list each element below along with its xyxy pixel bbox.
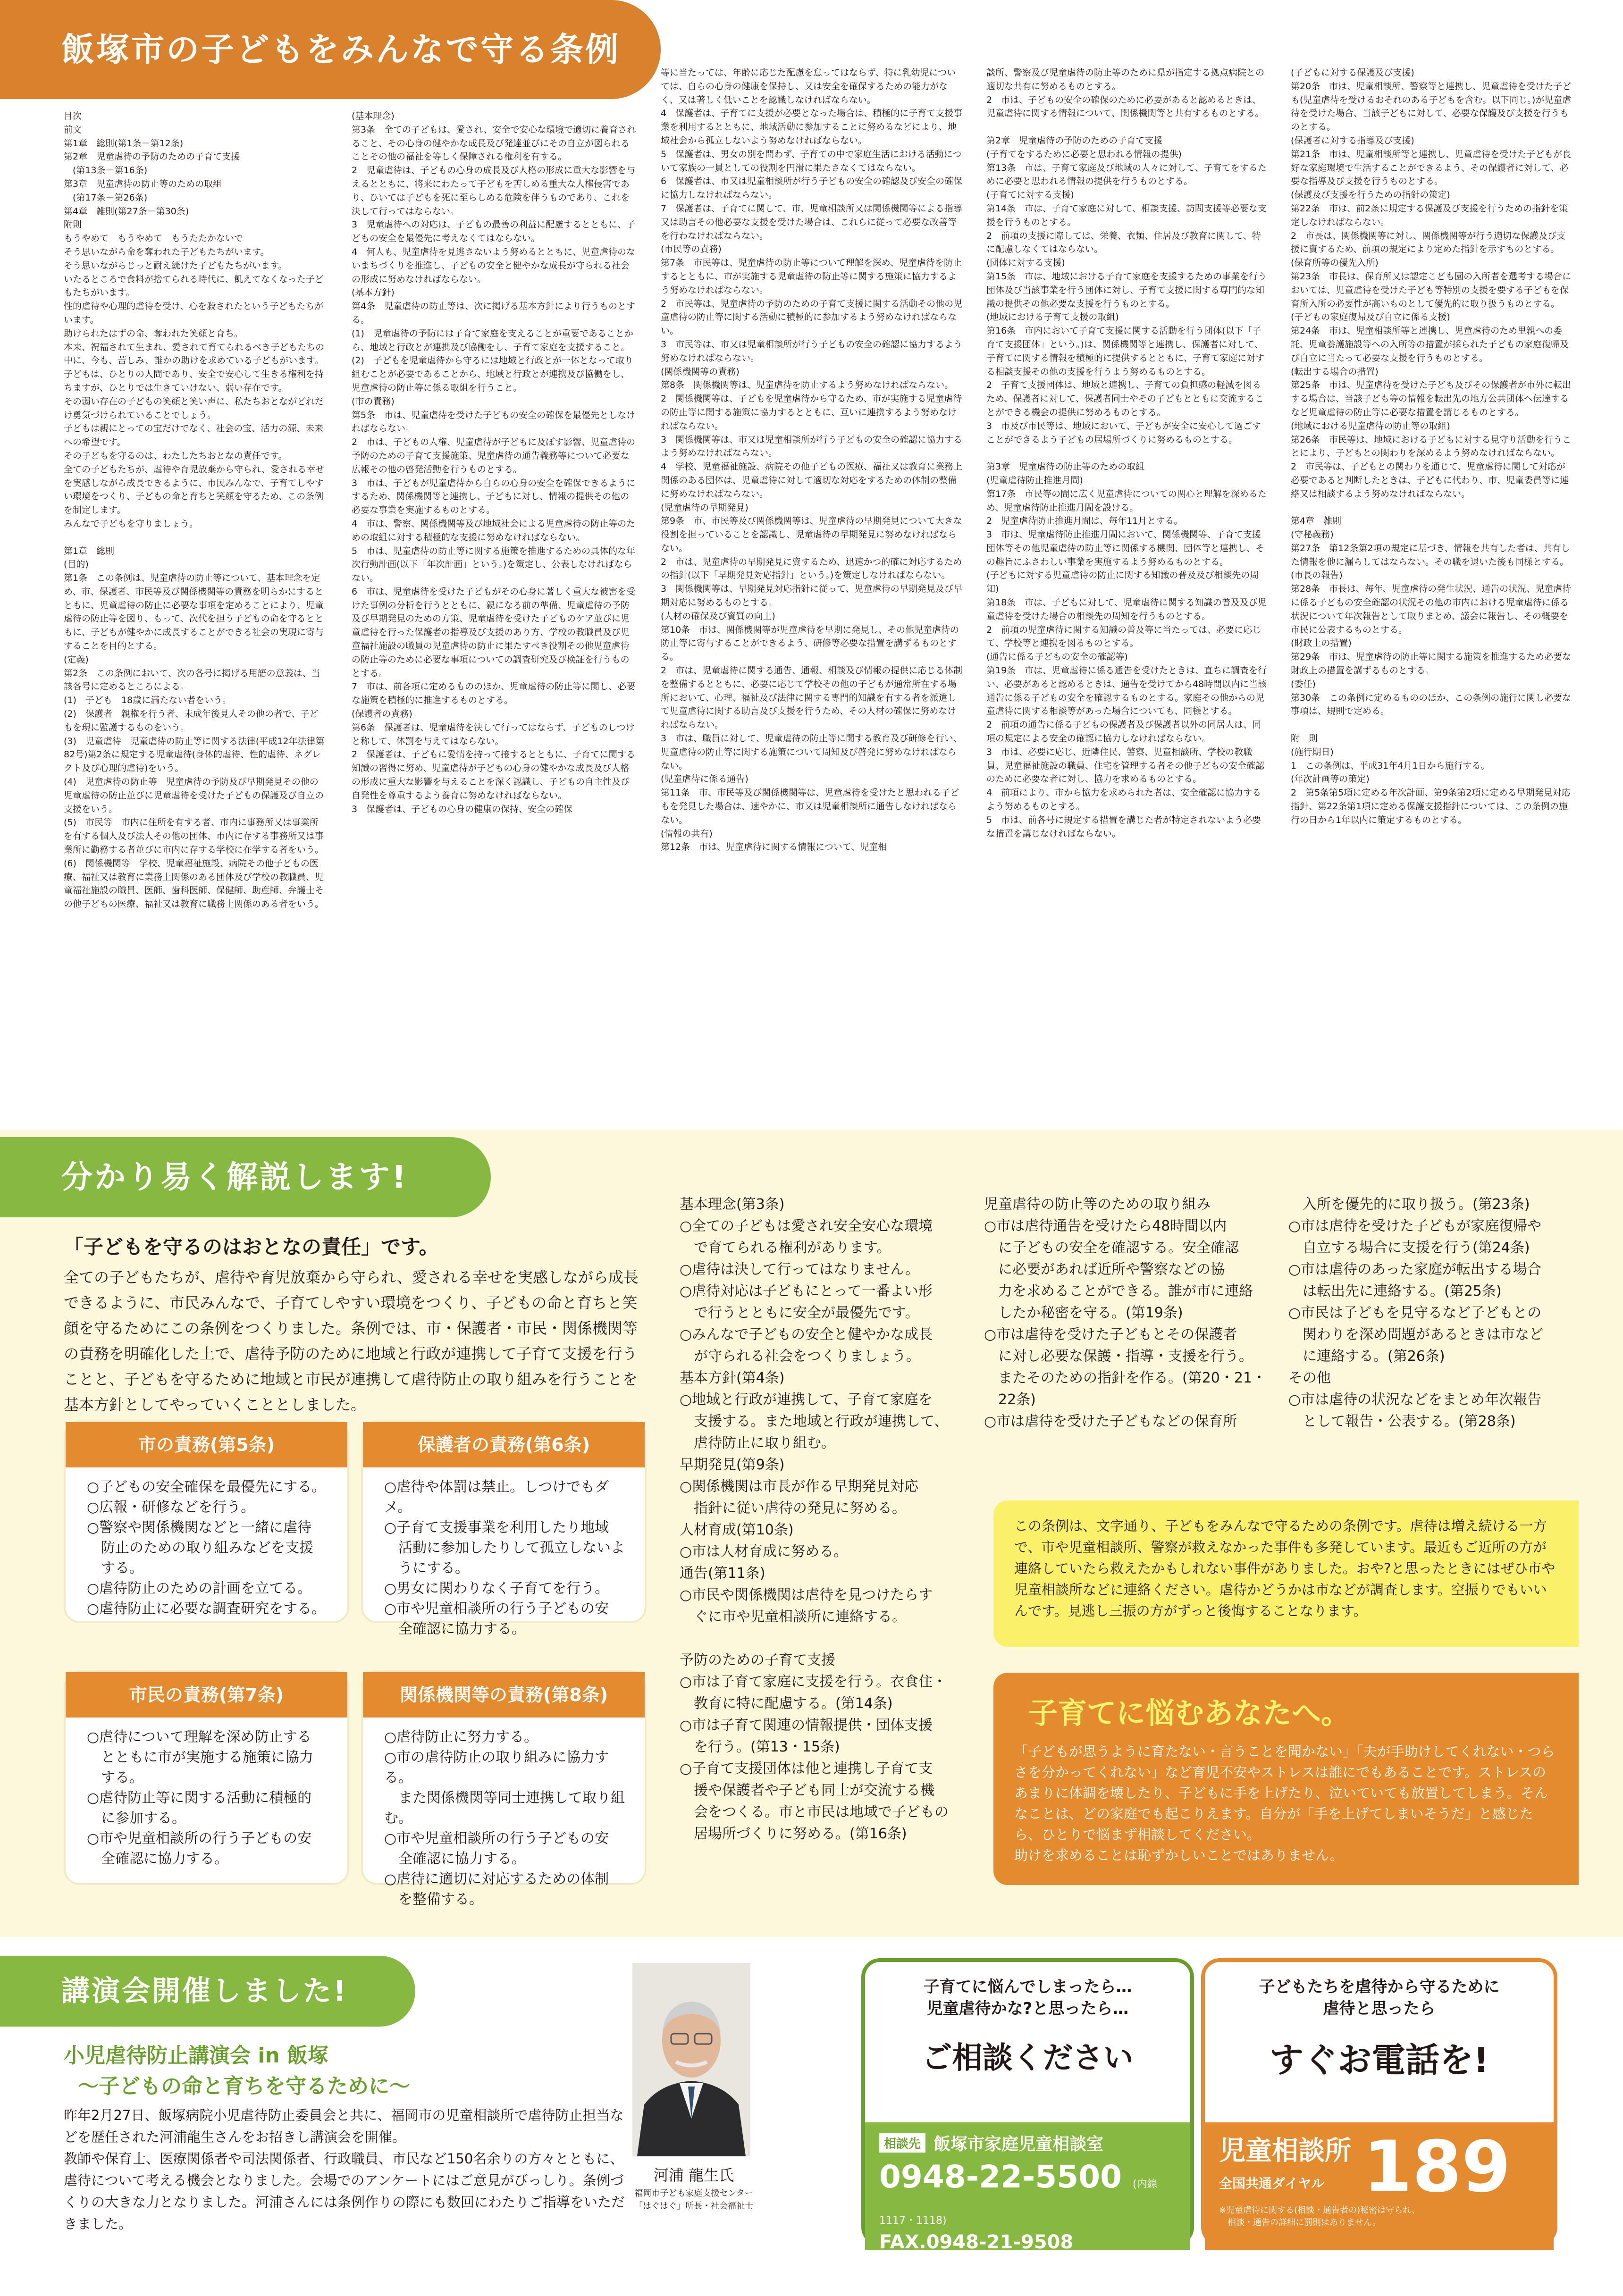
agency-duties-card [361,1670,647,1908]
worry-text: 「子どもが思うように育たない・言うことを聞かない」「夫が手助けしてくれない・つらさを分かってくれない」など育児不安やストレスは誰にでもあることです。ストレスのあまりに体調を壊したり、子どもに手を上げたり、泣いていても放置してしまう。そんなことは、どの家庭でも起こりえます。自分が「手を上げてしまいそうだ」と感じたら、ひとりで悩まず相談してください。 助けを求めることは恥ずかしいことではありません。 [1014,1743,1555,1863]
explanation-column-2: 児童虐待の防止等のための取り組み ○市は虐待通告を受けたら48時間以内 に子どもの安全を確認する。安全確認 に必要があれば近所や警察などの協 力を求めることができる。誰が市に連絡 したか秘密を守る。(第19条) ○市は虐待を受けた子どもとその保護者 に対し必要な保護・指導・支援を行う。 またそのための指針を作る。(第20・21・ 22条) ○市は虐待を受けた子どもなどの保育所 [984,1196,1267,1430]
hotline-name-block [1219,2137,1351,2198]
speaker-photo [632,1963,750,2156]
hotline-headline: すぐお電話を! [1270,2040,1489,2080]
hotline-line-1: 子どもたちを虐待から守るために [1259,1978,1500,1996]
lead-heading: 「子どもを守るのはおとなの責任」です。 [64,1235,439,1258]
ordinance-column-3: 等に当たっては、年齢に応じた配慮を怠ってはならず、特に乳幼児については、自らの心身の健康を保持し、又は安全を確保するための能力がなく、又は著しく低いことを認識しなければならない。 4 保護者は、子育てに支援が必要となった場合は、積極的に子育て支援事業を利用するとともに、地域活動に参加することに努めるなどにより、地域社会から孤立しないよう努めなければならない。 5 保護者は、男女の別を問わず、子育ての中で家庭生活における活動について家族の一員としての役割を円滑に果たさなくてはならない。 6 保護者は、市又は児童相談所が行う子どもの安全の確認及び安全の確保に協力しなければならない。 7 保護者は、子育てに関して、市、児童相談所又は関係機関等による指導又は助言その他必要な支援を受けた場合は、これらに従って必要な改善等を行わなければならない。 (市民等の責務) 第7条 市民等は、児童虐待の防止等について理解を深め、児童虐待を防止するとともに、市が実施する児童虐待の防止等に関する施策に協力するよう努めなければならない。 2 市民等は、児童虐待の予防のための子育て支援に関する活動その他の児童虐待の防止等に関する活動に積極的に参加するよう努めなければならない。 3 市民等は、市又は児童相談所が行う子どもの安全の確認に協力するよう努めなければならない。 (関係機関等の責務) 第8条 関係機関等は、児童虐待を防止するよう努めなければならない。 2 関係機関等は、子どもを児童虐待から守るため、市が実施する児童虐待の防止等に関する施策に協力するとともに、互いに連携するよう努めなければならない。 3 関係機関等は、市又は児童相談所が行う子どもの安全の確認に協力するよう努めなければならない。 4 学校、児童福祉施設、病院その他子どもの医療、福祉又は教育に業務上関係のある団体は、児童虐待に対して適切な対応をするための体制の整備に努めなければならない。 (児童虐待の早期発見) 第9条 市、市民等及び関係機関等は、児童虐待の早期発見について大きな役割を担っていることを認識し、児童虐待の早期発見に努めなければならない。 2 市は、児童虐待の早期発見に資するため、迅速かつ的確に対応するための指針(以下「早期発見対応指針」という。)を策定しなければならない。 3 関係機関等は、早期発見対応指針に従って、児童虐待の早期発見及び早期対応に努めるものとする。 (人材の確保及び資質の向上) 第10条 市は、関係機関等が児童虐待を早期に発見し、その他児童虐待の防止等に寄与することができるよう、研修等必要な措置を講ずるものとする。 2 市は、児童虐待に関する通告、通報、相談及び情報の提供に応じる体制を整備するとともに、必要に応じて学校その他の子どもが通常所在する場所において、心理、福祉及び法律に関する専門的知識を有する者を派遣して児童虐待に関する助言及び支援を行うため、その人材の確保に努めなければならない。 3 市は、職員に対して、児童虐待の防止等に関する教育及び研修を行い、児童虐待の防止等に関する施策について周知及び啓発に努めなければならない。 (児童虐待に係る通告) 第11条 市、市民等及び関係機関等は、児童虐待を受けたと思われる子どもを発見した場合は、速やかに、市又は児童相談所に通告しなければならない。 (情報の共有) 第12条 市は、児童虐待に関する情報について、児童相 [661,67,963,853]
citizen-duties-title: 市民の責務(第7条) [66,1672,347,1718]
lead-text: 全ての子どもたちが、虐待や育児放棄から守られ、愛される幸せを実感しながら成長できるように、市民みんなで、子育てしやすい環境をつくり、子どもの命と育ちと笑顔を守るためにこの条例をつくりました。条例では、市・保護者・市民・関係機関等の責務を明確化した上で、虐待予防のために地域と行政が連携して子育て支援を行うことと、子どもを守るために地域と市民が連携して虐待防止の取り組みを行うことを基本方針としてやっていくこととしました。 [64,1268,639,1414]
lecture-subtitle-2: ～子どもの命と育ちを守るために～ [78,2074,410,2098]
worry-heading: 子育てに悩むあなたへ。 [1028,1696,1351,1730]
city-duties-card [64,1420,349,1623]
guardian-duties-title: 保護者の責務(第6条) [363,1422,645,1467]
hotline-card [1201,1958,1557,2246]
lecture-subtitle: 小児虐待防止講演会 in 飯塚 [64,2044,329,2068]
explanation-column-3: 入所を優先的に取り扱う。(第23条) ○市は虐待を受けた子どもが家庭復帰や 自立する場合に支援を行う(第24条) ○市は虐待のあった家庭が転出する場合 は転出先に連絡する。(第25条) ○市民は子どもを見守るなど子どもとの 関わりを深め問題があるときは市など に連絡する。(第26条) その他 ○市は虐待の状況などをまとめ年次報告 として報告・公表する。(第28条) [1288,1196,1543,1430]
explanation-column-1: 基本理念(第3条) ○全ての子どもは愛され安全安心な環境 で育てられる権利があります。 ○虐待は決して行ってはなりません。 ○虐待対応は子どもにとって一番よい形 で行うとともに安全が最優先です。 ○みんなで子どもの安全と健やかな成長 が守られる社会をつくりましょう。 基本方針(第4条) ○地域と行政が連携して、子育て家庭を 支援する。また地域と行政が連携して、 虐待防止に取り組む。 早期発見(第9条) ○関係機関は市長が作る早期発見対応 指針に従い虐待の発見に努める。 人材育成(第10条) ○市は人材育成に努める。 通告(第11条) ○市民や関係機関は虐待を見つけたらす ぐに市や児童相談所に連絡する。 予防のための子育て支援 ○市は子育て家庭に支援を行う。衣食住・ 教育に特に配慮する。(第14条) ○市は子育て関連の情報提供・団体支援 を行う。(第13・15条) ○子育て支援団体は他と連携し子育て支 援や保護者や子ども同士が交流する機 会をつくる。市と市民は地域で子どもの 居場所づくりに努める。(第16条) [680,1196,949,1842]
ordinance-column-4: 談所、警察及び児童虐待の防止等のために県が指定する拠点病院との適切な共有に努めるものとする。 2 市は、子どもの安全の確保のために必要があると認めるときは、児童虐待に関する情報について、関係機関等と共有するものとする。 第2章 児童虐待の予防のための子育て支援 (子育てをするために必要と思われる情報の提供) 第13条 市は、子育て家庭及び地域の人々に対して、子育てをするために必要と思われる情報の提供を行うものとする。 (子育てに対する支援) 第14条 市は、子育て家庭に対して、相談支援、訪問支援等必要な支援を行うものとする。 2 前項の支援に際しては、栄養、衣類、住居及び教育に関して、特に配慮しなくてはならない。 (団体に対する支援) 第15条 市は、地域における子育て家庭を支援するための事業を行う団体及び当該事業を行う団体に対し、子育て支援に関する専門的な知識の提供その他必要な支援を行うものとする。 (地域における子育て支援の取組) 第16条 市内において子育て支援に関する活動を行う団体(以下「子育て支援団体」という。)は、関係機関等と連携し、保護者に対して、子育てに関する情報を積極的に提供するとともに、子育て家庭に対する相談支援その他の支援を行うよう努めるものとする。 2 子育て支援団体は、地域と連携し、子育ての負担感の軽減を図るため、保護者に対して、保護者同士やその子どもとともに交流することができる機会の提供に努めるものとする。 3 市及び市民等は、地域において、子どもが安全に安心して過ごすことができるよう子どもの居場所づくりに努めるものとする。 第3章 児童虐待の防止等のための取組 (児童虐待防止推進月間) 第17条 市民等の間に広く児童虐待についての関心と理解を深めるため、児童虐待防止推進月間を設ける。 2 児童虐待防止推進月間は、毎年11月とする。 3 市は、児童虐待防止推進月間において、関係機関等、子育て支援団体等その他児童虐待の防止等に関係する機関、団体等と連携し、その趣旨にふさわしい事業を実施するよう努めるものとする。 (子どもに対する児童虐待の防止に関する知識の普及及び相談先の周知) 第18条 市は、子どもに対して、児童虐待に関する知識の普及及び児童虐待を受けた場合の相談先の周知を行うものとする。 2 前項の児童虐待に関する知識の普及等に当たっては、必要に応じて、学校等と連携を図るものとする。 (通告に係る子どもの安全の確認等) 第19条 市は、児童虐待に係る通告を受けたときは、直ちに調査を行い、必要があると認めるときは、通告を受けてから48時間以内に当該通告に係る子どもの安全を確認するものとする。家庭その他からの児童虐待に関する相談等があった場合についても、同様とする。 2 前項の通告に係る子どもの保護者及び保護者以外の同居人は、同項の規定による安全の確認に協力しなければならない。 3 市は、必要に応じ、近隣住民、警察、児童相談所、学校の教職員、児童福祉施設の職員、住宅を管理する者その他子どもの安全確認のために必要な者に対し、協力を求めるものとする。 4 前項により、市から協力を求められた者は、安全確認に協力するよう努めるものとする。 5 市は、前各号に規定する措置を講じた者が特定されないよう必要な措置を講じなければならない。 [986,67,1267,839]
consultation-headline: ご相談ください [922,2041,1134,2076]
summary-box [993,1500,1579,1647]
lecture-body: 昨年2月27日、飯塚病院小児虐待防止委員会と共に、福岡市の児童相談所で虐待防止担当などを歴任された河浦龍生さんをお招きし講演会を開催。 教師や保育士、医療関係者や司法関係者、行政職員、市民など150名余りの方々とともに、虐待について考える機会となりました。会場でのアンケートにはご意見がびっしり。条例づくりの大きな力となりました。河浦さんには条例作りの際にも数回にわたりご指導をいただきました。 [64,2107,625,2232]
consultation-card [861,1958,1194,2253]
city-duties-title: 市の責務(第5条) [66,1422,347,1467]
consultation-extension: (内線1117・1118) [879,2179,1158,2227]
agency-duties-list: ○虐待防止に努力する。 ○市の虐待防止の取り組みに協力する。 また関係機関等同士連携して取り組む。 ○市や児童相談所の行う子どもの安 全確認に協力する。 ○虐待に適切に対応するための体制 を整備する。 [384,1729,625,1908]
guardian-duties-card [361,1420,647,1637]
speaker-portrait-image [632,1963,750,2156]
consultation-tag: 相談先 [879,2133,925,2153]
consultation-phone[interactable]: 0948-22-5500 [879,2159,1122,2195]
hotline-number[interactable]: 189 [1363,2126,1511,2208]
ordinance-column-1: 目次 前文 第1章 総則(第1条－第12条) 第2章 児童虐待の予防のための子育て支援 (第13条－第16条) 第3章 児童虐待の防止等のための取組 (第17条－第26条) 第4章 雑則(第27条－第30条) 附則 もうやめて もうやめて もうたたかないで そう思いながら命を奪われた子どもたちがいます。 そう思いながらじっと耐え続けた子どもたちがいます。 いたるところで食料が捨てられる時代に、飢えてなくなった子どもたちがいます。 性的虐待や心理的虐待を受け、心を殺されたという子どもたちがいます。 助けられたはずの命、奪われた笑顔と育ち。 本来、祝福されて生まれ、愛されて育てられるべき子どもたちの中に、今も、苦しみ、誰かの助けを求めている子どもがいます。 子どもは、ひとりの人間であり、安全で安心して生きる権利を持ちますが、ひとりでは生きていけない、弱い存在です。 その弱い存在の子どもの笑顔と笑い声に、私たちおとながどれだけ勇気づけられていることでしょう。 子どもは親にとっての宝だけでなく、社会の宝、活力の源、未来への希望です。 その子どもを守るのは、わたしたちおとなの責任です。 全ての子どもたちが、虐待や育児放棄から守られ、愛される幸せを実感しながら成長できるように、市民みんなで、子育てしやすい環境をつくり、子どもの命と育ちと笑顔を守るため、この条例を制定します。 みんなで子どもを守りましょう。 第1章 総則 (目的) 第1条 この条例は、児童虐待の防止等について、基本理念を定め、市、保護者、市民等及び関係機関等の責務を明らかにするとともに、児童虐待の防止に必要な事項を定めることにより、児童虐待の防止等を図り、もって、次代を担う子どもの命を守るとともに、子どもが健やかに成長することができる社会の実現に寄与することを目的とする。 (定義) 第2条 この条例において、次の各号に掲げる用語の意義は、当該各号に定めるところによる。 (1) 子ども 18歳に満たない者をいう。 (2) 保護者 親権を行う者、未成年後見人その他の者で、子どもを現に監護するものをいう。 (3) 児童虐待 児童虐待の防止等に関する法律(平成12年法律第82号)第2条に規定する児童虐待(身体的虐待、性的虐待、ネグレクト及び心理的虐待)をいう。 (4) 児童虐待の防止等 児童虐待の予防及び早期発見その他の児童虐待の防止並びに児童虐待を受けた子どもの保護及び自立の支援をいう。 (5) 市民等 市内に住所を有する者、市内に事務所又は事業所を有する個人及び法人その他の団体、市内に存する事務所又は事業所に勤務する者並びに市内に存する学校に在学する者をいう。 (6) 関係機関等 学校、児童福祉施設、病院その他子どもの医療、福祉又は教育に業務上関係のある団体及び学校の教職員、児童福祉施設の職員、医師、歯科医師、保健師、助産師、弁護士その他子どもの医療、福祉又は教育に職務上関係のある者をいう。 [64,111,325,910]
lecture-title: 講演会開催しました! [0,1956,415,2027]
consultation-line-2: 児童虐待かな?と思ったら… [926,1999,1129,2018]
consultation-org: 飯塚市家庭児童相談室 [933,2135,1104,2154]
consultation-fax: FAX.0948-21-9508 [879,2231,1074,2253]
ordinance-column-2: (基本理念) 第3条 全ての子どもは、愛され、安全で安心な環境で適切に養育されること、その心身の健やかな成長及び発達並びにその自立が図られることその他の福祉を等しく保障される権利を有する。 2 児童虐待は、子どもの心身の成長及び人格の形成に重大な影響を与えるとともに、将来にわたって子どもを苦しめる重大な人権侵害であり、ひいては子どもを死に至らしめる危険を伴うものであり、これを決して行ってはならない。 3 児童虐待への対応は、子どもの最善の利益に配慮するとともに、子どもの安全を最優先に考えなくてはならない。 4 何人も、児童虐待を見逃さないよう努めるとともに、児童虐待のないまちづくりを推進し、子どもの安全と健やかな成長が守られる社会の形成に努めなければならない。 (基本方針) 第4条 児童虐待の防止等は、次に掲げる基本方針により行うものとする。 (1) 児童虐待の予防には子育て家庭を支えることが重要であることから、地域と行政とが連携及び協働をし、子育て家庭を支援すること。 (2) 子どもを児童虐待から守るには地域と行政とが一体となって取り組むことが必要であることから、地域と行政とが連携及び協働をし、児童虐待の防止等に係る取組を行うこと。 (市の責務) 第5条 市は、児童虐待を受けた子どもの安全の確保を最優先としなければならない。 2 市は、子どもの人権、児童虐待が子どもに及ぼす影響、児童虐待の予防のための子育て支援施策、児童虐待の通告義務等について必要な広報その他の啓発活動を行うものとする。 3 市は、子どもが児童虐待から自らの心身の安全を確保できるようにするため、関係機関等と連携し、子どもに対し、情報の提供その他の必要な事業を実施するものとする。 4 市は、警察、関係機関等及び地域社会による児童虐待の防止等のための取組に対する積極的な支援に努めなければならない。 5 市は、児童虐待の防止等に関する施策を推進するための具体的な年次行動計画(以下「年次計画」という。)を策定し、公表しなければならない。 6 市は、児童虐待を受けた子どもがその心身に著しく重大な被害を受けた事例の分析を行うとともに、親になる前の準備、児童虐待の予防及び早期発見のための方策、児童虐待を受けた子どものケア並びに児童虐待を行った保護者の指導及び支援のあり方、学校の教職員及び児童福祉施設の職員の児童虐待の防止に果たすべき役割その他児童虐待の防止等のために必要な事項についての調査研究及び検証を行うものとする。 7 市は、前各項に定めるもののほか、児童虐待の防止等に関し、必要な施策を積極的に推進するものとする。 (保護者の責務) 第6条 保護者は、児童虐待を決して行ってはならず、子どものしつけと称して、体罰を与えてはならない。 2 保護者は、子どもに愛情を持って接するとともに、子育てに関する知識の習得に努め、児童虐待が子どもの心身の健やかな成長及び人格の形成に重大な影響を与えることを深く認識し、子どもの自主性及び自発性を尊重するよう養育に努めなければならない。 3 保護者は、子どもの心身の健康の保持、安全の確保 [352,111,636,814]
consultation-line-1: 子育てに悩んでしまったら… [923,1978,1132,1996]
speaker-name: 河浦 龍生氏 [653,2166,734,2184]
hotline-subtitle: 全国共通ダイヤル [1219,2175,1325,2191]
hotline-note: ※児童虐待に関する(相談・通告者の)秘密は守られ、 相談・通告の詳細に罰則はありません。 [1219,2205,1421,2228]
hotline-line-2: 虐待と思ったら [1323,1999,1436,2018]
ordinance-column-5: (子どもに対する保護及び支援) 第20条 市は、児童相談所、警察等と連携し、児童虐待を受けた子ども(児童虐待を受けるおそれのある子どもを含む。以下同じ。)が児童虐待を受けた場合、当該子どもに対して、必要な保護及び支援を行うものとする。 (保護者に対する指導及び支援) 第21条 市は、児童相談所等と連携し、児童虐待を受けた子どもが良好な家庭環境で生活することができるよう、その保護者に対して、必要な指導及び支援を行うものとする。 (保護及び支援を行うための指針の策定) 第22条 市は、前2条に規定する保護及び支援を行うための指針を策定しなければならない。 2 市長は、関係機関等に対し、関係機関等が行う適切な保護及び支援に資するため、前項の規定により定めた指針を示すものとする。 (保育所等の優先入所) 第23条 市長は、保育所又は認定こども園の入所者を選考する場合においては、児童虐待を受けた子ども等特別の支援を要する子どもを保育所入所の必要性が高いものとして優先的に取り扱うものとする。 (子どもの家庭復帰及び自立に係る支援) 第24条 市は、児童相談所等と連携し、児童虐待のため里親への委託、児童養護施設等への入所等の措置が採られた子どもの家庭復帰及び自立に当たって必要な支援を行うものとする。 (転出する場合の措置) 第25条 市は、児童虐待を受けた子ども及びその保護者が市外に転出する場合は、当該子ども等の情報を転出先の地方公共団体へ伝達するなど児童虐待の防止等に必要な措置を講じるものとする。 (地域における児童虐待の防止等の取組) 第26条 市民等は、地域における子どもに対する見守り活動を行うことにより、子どもとの関わりを深めるよう努めなければならない。 2 市民等は、子どもとの関わりを通じて、児童虐待に関して対応が必要であると判断したときは、子どもに代わり、市、児童委員等に連絡又は相談するよう努めなければならない。 第4章 雑則 (守秘義務) 第27条 第12条第2項の規定に基づき、情報を共有した者は、共有した情報を他に漏らしてはならない。その職を退いた後も同様とする。 (市長の報告) 第28条 市長は、毎年、児童虐待の発生状況、通告の状況、児童虐待に係る子どもの安全確認の状況その他の市内における児童虐待に係る状況について年次報告として取りまとめ、議会に報告し、その概要を市民に公表するものとする。 (財政上の措置) 第29条 市は、児童虐待の防止等に関する施策を推進するため必要な財政上の措置を講ずるものとする。 (委任) 第30条 この条例に定めるもののほか、この条例の施行に関し必要な事項は、規則で定める。 附 則 (施行期日) 1 この条例は、平成31年4月1日から施行する。 (年次計画等の策定) 2 第5条第5項に定める年次計画、第9条第2項に定める早期発見対応指針、第22条第1項に定める保護支援指針については、この条例の施行の日から1年以内に策定するものとする。 [1291,67,1572,825]
worry-box [993,1673,1579,1885]
city-duties-list: ○子どもの安全確保を最優先にする。 ○広報・研修などを行う。 ○警察や関係機関などと一緒に虐待 防止のための取り組みなどを支援 する。 ○虐待防止のための計画を立てる。 ○虐待防止に必要な調査研究をする。 [87,1479,326,1617]
agency-duties-title: 関係機関等の責務(第8条) [363,1672,645,1718]
ordinance-title: 飯塚市の子どもをみんなで守る条例 [0,0,661,99]
explanation-title: 分かり易く解説します! [0,1137,491,1217]
citizen-duties-card [64,1670,349,1885]
citizen-duties-list: ○虐待について理解を深め防止する とともに市が実施する施策に協力 する。 ○虐待防止等に関する活動に積極的 に参加する。 ○市や児童相談所の行う子どもの安 全確認に協力する。 [87,1729,313,1867]
speaker-role: 福岡市子ども家庭支援センター 「はぐはぐ」所長・社会福祉士 [634,2188,753,2211]
summary-text: この条例は、文字通り、子どもをみんなで守るための条例です。虐待は増え続ける一方で、市や児童相談所、警察が救えなかった事件も多発しています。最近もご近所の方が連絡していたら救えたかもしれない事件がありました。おや?と思ったときにはぜひ市や児童相談所などに連絡ください。虐待かどうかは市などが調査します。空振りでもいいんです。見逃し三振の方がずっと後悔することなります。 [1014,1518,1556,1619]
hotline-name: 児童相談所 [1219,2135,1351,2166]
guardian-duties-list: ○虐待や体罰は禁止。しつけでもダメ。 ○子育て支援事業を利用したり地域 活動に参加したりして孤立しないよ うにする。 ○男女に関わりなく子育てを行う。 ○市や児童相談所の行う子どもの安 全確認に協力する。 [384,1479,625,1637]
